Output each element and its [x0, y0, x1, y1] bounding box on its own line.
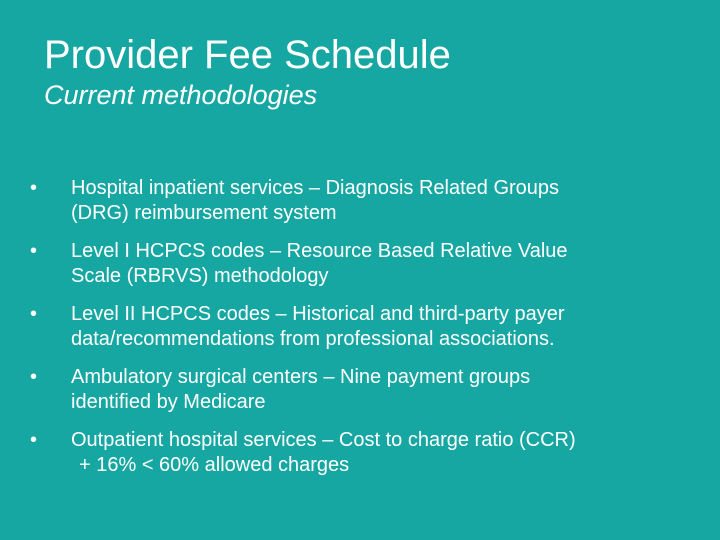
bullet-marker: • — [30, 240, 38, 262]
bullet-item — [30, 428, 690, 478]
bullet-item — [30, 239, 690, 289]
bullet-text-line: (DRG) reimbursement system — [71, 202, 337, 224]
bullet-text-line: Outpatient hospital services – Cost to charge ratio (CCR) — [71, 429, 576, 451]
bullet-text-line: Level II HCPCS codes – Historical and third-party payer — [71, 303, 565, 325]
bullet-text-line: Hospital inpatient services – Diagnosis Related Groups — [71, 177, 560, 199]
bullet-marker: • — [30, 303, 38, 325]
bullet-text-line: identified by Medicare — [71, 391, 266, 413]
bullet-item — [30, 365, 690, 415]
bullet-marker: • — [30, 177, 38, 199]
bullet-text-line: Level I HCPCS codes – Resource Based Relative Value — [71, 240, 568, 262]
bullet-text-line: Scale (RBRVS) methodology — [71, 265, 329, 287]
bullet-text-line: data/recommendations from professional associations. — [71, 328, 555, 350]
bullet-item — [30, 302, 690, 352]
bullet-item — [30, 176, 690, 226]
slide-subtitle: Current methodologies — [44, 80, 318, 110]
slide-title: Provider Fee Schedule — [44, 33, 451, 77]
bullet-marker: • — [30, 366, 38, 388]
bullet-list — [30, 176, 690, 491]
bullet-marker: • — [30, 429, 38, 451]
bullet-text-line: Ambulatory surgical centers – Nine payment groups — [71, 366, 531, 388]
bullet-text-line: + 16% < 60% allowed charges — [79, 454, 350, 476]
